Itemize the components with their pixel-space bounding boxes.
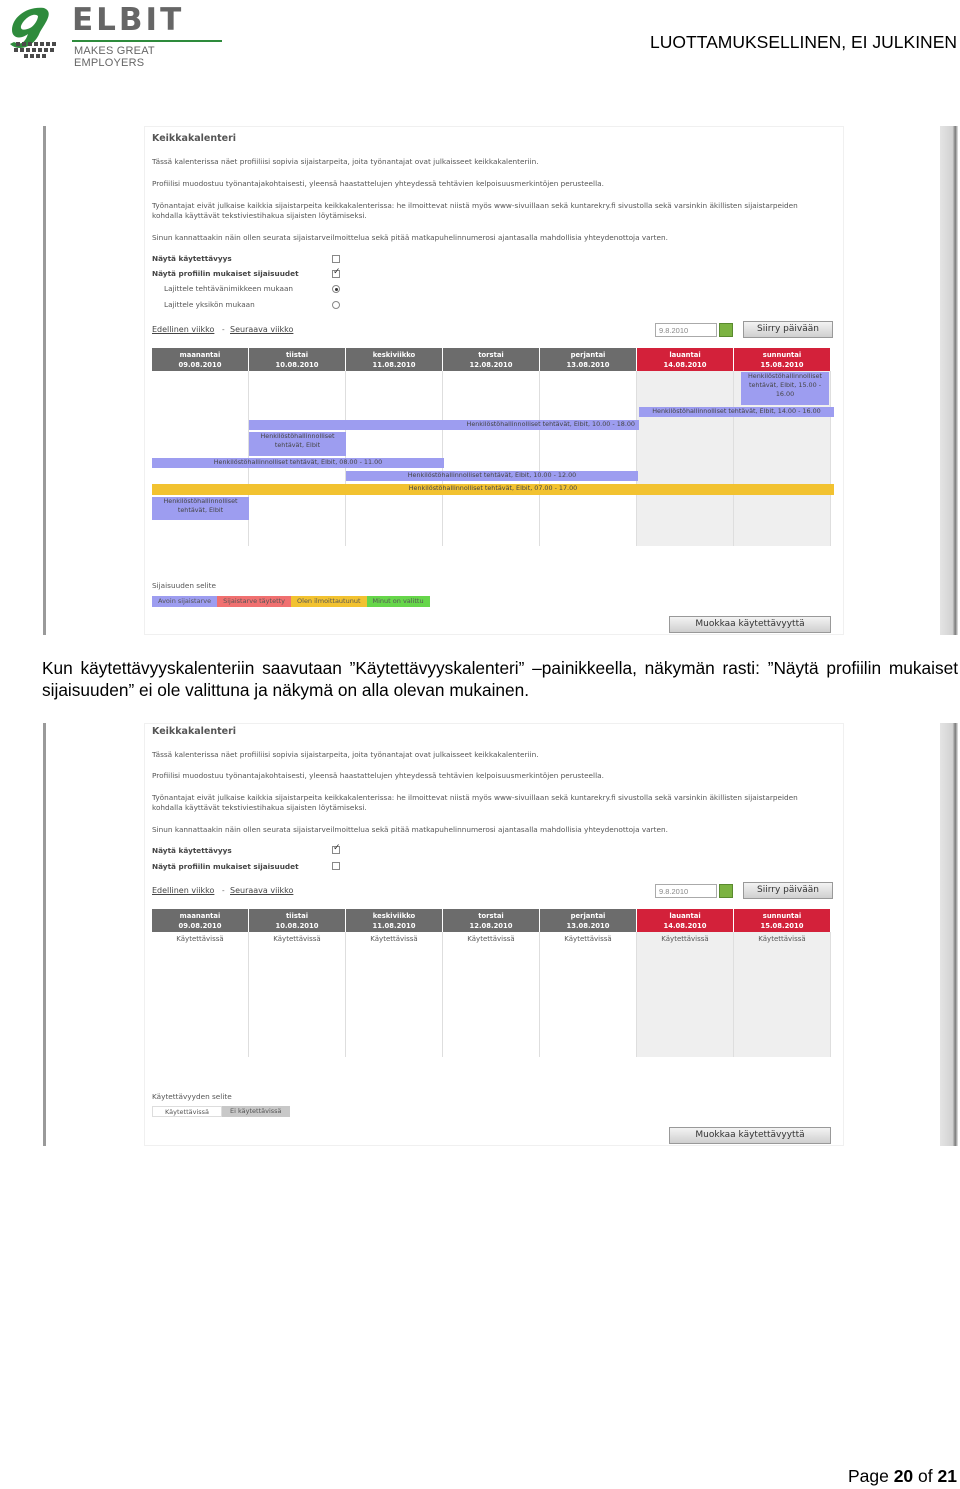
event-bar[interactable]: Henkilöstöhallinnolliset tehtävät, Elbit, 08.00 - 11.00: [152, 458, 444, 468]
day-date: 10.08.2010: [275, 361, 319, 369]
availability-text: Käytettävissä: [758, 935, 806, 943]
logo-underline: [72, 40, 222, 42]
day-name: tiistai: [285, 351, 309, 359]
show-availability-label: Näytä käytettävyys: [152, 254, 232, 263]
next-week-link[interactable]: Seuraava viikko: [230, 886, 294, 895]
day-column: [540, 371, 637, 546]
day-header-weekend: [734, 909, 831, 932]
day-column: [346, 932, 443, 1057]
calendar-icon[interactable]: [719, 884, 733, 898]
availability-text: Käytettävissä: [176, 935, 224, 943]
legend-title: Sijaisuuden selite: [152, 581, 216, 590]
day-column: [249, 932, 346, 1057]
day-name: lauantai: [669, 351, 701, 359]
week-link-separator: -: [222, 886, 225, 895]
day-date: 13.08.2010: [566, 922, 610, 930]
calendar-panel: [144, 723, 844, 1146]
legend-open: Avoin sijaistarve: [152, 596, 217, 607]
day-header-weekend: [637, 909, 734, 932]
left-border: [43, 723, 46, 1146]
show-profile-checkbox[interactable]: [332, 862, 340, 870]
day-header: [443, 348, 540, 371]
day-name: sunnuntai: [762, 912, 802, 920]
date-input[interactable]: 9.8.2010: [655, 323, 717, 337]
day-date: 13.08.2010: [566, 361, 610, 369]
day-header-weekend: [637, 348, 734, 371]
intro-line: Sinun kannattaakin näin ollen seurata sijaistarveilmoitteluа sekä pitää matkapuhelinnumerosi ajantasalla mahdollisia yhteydenottoja varten.: [152, 825, 668, 834]
page-word: Page: [847, 1466, 889, 1486]
elbit-logo: [4, 2, 224, 69]
edit-availability-button[interactable]: Muokkaa käytettävyyttä: [669, 1127, 831, 1144]
prev-week-link[interactable]: Edellinen viikko: [152, 886, 215, 895]
day-name: maanantai: [179, 351, 221, 359]
event-bar[interactable]: Henkilöstöhallinnolliset tehtävät, Elbit: [249, 432, 346, 456]
day-header-row: [152, 909, 831, 932]
legend-title: Käytettävyyden selite: [152, 1092, 232, 1101]
show-profile-checkbox[interactable]: [332, 270, 340, 278]
event-bar[interactable]: Henkilöstöhallinnolliset tehtävät, Elbit, 10.00 - 12.00: [346, 471, 638, 481]
logo-wordmark: ELBIT: [72, 2, 185, 38]
day-name: torstai: [478, 351, 504, 359]
day-name: keskiviikko: [372, 351, 416, 359]
day-column-weekend: [637, 932, 734, 1057]
intro-line: Sinun kannattaakin näin ollen seurata sijaistarveilmoitteluа sekä pitää matkapuhelinnumerosi ajantasalla mahdollisia yhteydenottoja varten.: [152, 233, 668, 242]
week-link-separator: -: [222, 325, 225, 334]
goto-day-button[interactable]: Siirry päivään: [743, 882, 833, 899]
day-date: 14.08.2010: [663, 922, 707, 930]
day-header: [540, 348, 637, 371]
of-word: of: [918, 1466, 933, 1486]
day-header: [249, 909, 346, 932]
screenshot-calendar-availability: [43, 723, 958, 1146]
day-column: [152, 932, 249, 1057]
day-date: 11.08.2010: [372, 361, 416, 369]
day-header: [249, 348, 346, 371]
day-header: [152, 909, 249, 932]
availability-text: Käytettävissä: [467, 935, 515, 943]
legend: [152, 1106, 290, 1117]
page-total: 21: [937, 1466, 957, 1486]
day-name: perjantai: [570, 912, 606, 920]
day-header-row: [152, 348, 831, 371]
day-column: [443, 371, 540, 546]
day-header: [346, 348, 443, 371]
event-bar[interactable]: Henkilöstöhallinnolliset tehtävät, Elbit: [152, 497, 249, 520]
body-paragraph: Kun käytettävyyskalenteriin saavutaan ”Käytettävyyskalenteri” –painikkeella, näkymän rasti: ”Näytä profiilin mukaiset sijaisuuden” ei ole valittuna ja näkymä on alla olevan mukainen.: [42, 658, 958, 700]
day-date: 09.08.2010: [178, 922, 222, 930]
goto-day-button[interactable]: Siirry päivään: [743, 321, 833, 338]
day-header: [346, 909, 443, 932]
show-availability-checkbox[interactable]: [332, 846, 340, 854]
day-date: 15.08.2010: [760, 361, 804, 369]
day-date: 12.08.2010: [469, 922, 513, 930]
day-name: tiistai: [285, 912, 309, 920]
legend-selected: Minut on valittu: [367, 596, 430, 607]
show-availability-checkbox[interactable]: [332, 255, 340, 263]
day-column-weekend: [734, 932, 831, 1057]
intro-line: Tässä kalenterissa näet profiiliisi sopivia sijaistarpeita, joita työnantajat ovat julkaisseet keikkakalenteriin.: [152, 157, 539, 166]
intro-line: kohdalla käyttävät tekstiviestihakua sijaisten löytämiseksi.: [152, 211, 367, 220]
legend-available: Käytettävissä: [152, 1106, 222, 1117]
left-border: [43, 126, 46, 635]
day-column: [540, 932, 637, 1057]
legend-filled: Sijaistarve täytetty: [217, 596, 291, 607]
day-name: sunnuntai: [762, 351, 802, 359]
availability-text: Käytettävissä: [661, 935, 709, 943]
panel-title: Keikkakalenteri: [152, 133, 237, 144]
confidentiality-label: LUOTTAMUKSELLINEN, EI JULKINEN: [650, 32, 957, 52]
availability-text: Käytettävissä: [370, 935, 418, 943]
day-header: [152, 348, 249, 371]
show-profile-label: Näytä profiilin mukaiset sijaisuudet: [152, 862, 299, 871]
sort-task-label: Lajittele tehtävänimikkeen mukaan: [164, 284, 294, 293]
intro-line: Profiilisi muodostuu työnantajakohtaisesti, yleensä haastattelujen yhteydessä tehtävien kelpoisuusmerkintöjen perusteella.: [152, 771, 604, 780]
right-scrollbar[interactable]: [940, 723, 958, 1146]
intro-line: Työnantajat eivät julkaise kaikkia sijaistarpeita keikkakalenterissa: he ilmoittevat niistä myös www-sivuillaan sekä kuntarekry.fi sivustolla sekä varsinkin äkillisten sijaistarpeiden: [152, 201, 798, 210]
day-name: lauantai: [669, 912, 701, 920]
right-scrollbar[interactable]: [940, 126, 958, 635]
event-bar-orange[interactable]: Henkilöstöhallinnolliset tehtävät, Elbit, 07.00 - 17.00: [152, 484, 834, 495]
legend-unavailable: Ei käytettävissä: [222, 1106, 290, 1117]
page-current: 20: [893, 1466, 914, 1486]
logo-tagline: MAKES GREAT EMPLOYERS: [74, 45, 155, 69]
sort-unit-radio[interactable]: [332, 301, 340, 309]
day-header: [540, 909, 637, 932]
day-column: [443, 932, 540, 1057]
event-bar[interactable]: Henkilöstöhallinnolliset tehtävät, Elbit, 15.00 - 16.00: [741, 372, 829, 405]
day-date: 12.08.2010: [469, 361, 513, 369]
intro-line: Tässä kalenterissa näet profiiliisi sopivia sijaistarpeita, joita työnantajat ovat julkaisseet keikkakalenteriin.: [152, 750, 539, 759]
sort-unit-label: Lajittele yksikön mukaan: [164, 300, 255, 309]
intro-line: Profiilisi muodostuu työnantajakohtaisesti, yleensä haastattelujen yhteydessä tehtävien kelpoisuusmerkintöjen perusteella.: [152, 179, 604, 188]
sort-task-radio[interactable]: [332, 285, 340, 293]
day-date: 09.08.2010: [178, 361, 222, 369]
legend: [152, 596, 430, 607]
day-name: perjantai: [570, 351, 606, 359]
intro-line: Työnantajat eivät julkaise kaikkia sijaistarpeita keikkakalenterissa: he ilmoittevat niistä myös www-sivuillaan sekä kuntarekry.fi sivustolla sekä varsinkin äkillisten sijaistarpeiden: [152, 793, 798, 802]
event-bar[interactable]: Henkilöstöhallinnolliset tehtävät, Elbit, 10.00 - 18.00: [249, 420, 639, 430]
next-week-link[interactable]: Seuraava viikko: [230, 325, 294, 334]
day-date: 10.08.2010: [275, 922, 319, 930]
calendar-grid: [152, 932, 831, 1057]
day-header-weekend: [734, 348, 831, 371]
day-header: [443, 909, 540, 932]
elbit-logo-icon: [4, 4, 66, 62]
day-name: maanantai: [179, 912, 221, 920]
calendar-panel: [144, 126, 844, 635]
legend-registered: Olen ilmoittautunut: [291, 596, 367, 607]
day-date: 14.08.2010: [663, 361, 707, 369]
show-profile-label: Näytä profiilin mukaiset sijaisuudet: [152, 269, 299, 278]
availability-text: Käytettävissä: [273, 935, 321, 943]
page-number: [848, 1466, 957, 1487]
day-name: keskiviikko: [372, 912, 416, 920]
day-name: torstai: [478, 912, 504, 920]
screenshot-calendar-profile: [43, 126, 958, 635]
show-availability-label: Näytä käytettävyys: [152, 846, 232, 855]
prev-week-link[interactable]: Edellinen viikko: [152, 325, 215, 334]
day-column-weekend: [637, 371, 734, 546]
calendar-icon[interactable]: [719, 323, 733, 337]
edit-availability-button[interactable]: Muokkaa käytettävyyttä: [669, 616, 831, 633]
panel-title: Keikkakalenteri: [152, 726, 237, 737]
date-input[interactable]: 9.8.2010: [655, 884, 717, 898]
event-bar[interactable]: Henkilöstöhallinnolliset tehtävät, Elbit, 14.00 - 16.00: [639, 407, 834, 417]
availability-text: Käytettävissä: [564, 935, 612, 943]
day-date: 15.08.2010: [760, 922, 804, 930]
day-date: 11.08.2010: [372, 922, 416, 930]
intro-line: kohdalla käyttävät tekstiviestihakua sijaisten löytämiseksi.: [152, 803, 367, 812]
